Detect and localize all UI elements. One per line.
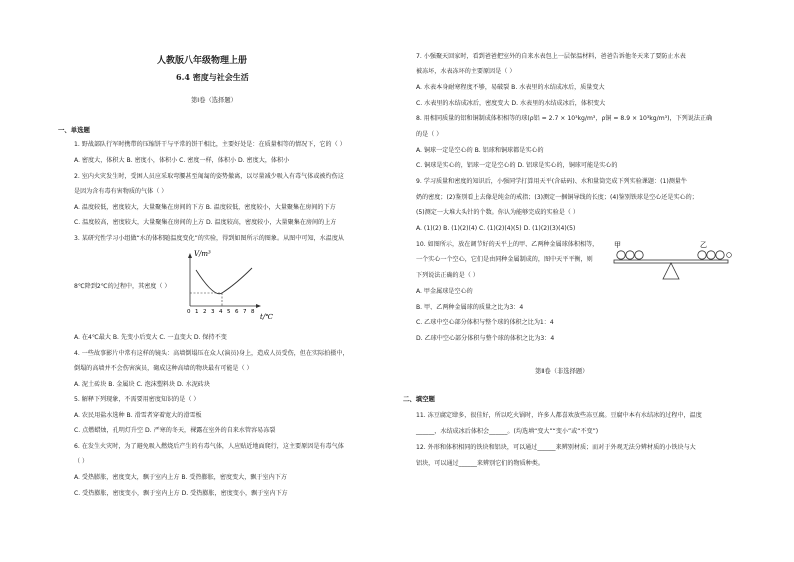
ball-left bbox=[617, 251, 625, 259]
y-axis-arrow bbox=[188, 253, 192, 258]
question-line: 倒塌的高墙并不会伤害演员，砌成这种高墙的物块最有可能是（ ） bbox=[74, 365, 253, 372]
option-line: A. (1)(2) B. (1)(2)(4) C. (1)(2)(4)(5) D. (1)(2)(3)(4)(5) bbox=[416, 225, 576, 232]
tick-label: 4 bbox=[219, 309, 223, 315]
option-line: B. 甲、乙两种金属球的质量之比为3：4 bbox=[416, 304, 524, 311]
volume-curve bbox=[196, 268, 252, 294]
question-line: 2. 室内火灾发生时，受困人员应采取弯腰甚至匍匐的姿势撤离，以尽量减少吸入有毒气体或被灼伤这 bbox=[74, 173, 344, 180]
tick-label: 2 bbox=[203, 309, 207, 315]
ball-right bbox=[727, 253, 732, 258]
tick-label: 3 bbox=[211, 309, 215, 315]
ball-right bbox=[716, 251, 724, 259]
question-line: 10. 如图所示，放在调节好的天平上的甲、乙两种金属球体积相等， bbox=[416, 241, 599, 248]
option-line: C. 水表里的水结成冰后，密度变大 D. 水表里的水结成冰后，体积变大 bbox=[416, 100, 606, 107]
question-line: 8℃降到2℃的过程中，其密度（ ） bbox=[74, 283, 171, 290]
option-line: A. 水表本身耐寒程度不够，易破裂 B. 水表里的水结成冰后，质量变大 bbox=[416, 84, 605, 91]
balance-label-right: 乙 bbox=[700, 241, 707, 249]
part1-heading: 第Ⅰ卷（选择题） bbox=[191, 97, 237, 104]
question-line: 1. 野战部队行军时携带的压缩饼干与平常的饼干相比，主要好处是：在质量相等的情况下，它的（ ） bbox=[74, 141, 346, 148]
option-line: A. 密度大，体积大 B. 密度小，体积小 C. 密度一样，体积小 D. 密度大，体积小 bbox=[74, 157, 290, 164]
option-line: A. 受热膨胀，密度变大，飘于室内上方 B. 受热膨胀，密度变大，飘于室内下方 bbox=[74, 474, 287, 481]
question-line: （ ） bbox=[74, 458, 89, 465]
question-line: 12. 外形和体积相同的铁块和铝块，可以通过______来辨别材质；而对于外观无法分辨材质的小铁块与大 bbox=[416, 444, 696, 451]
balance-fulcrum bbox=[663, 263, 679, 279]
option-line: C. 铜球是实心的，铝球一定是空心的 D. 铝球是实心的，铜球可能是实心的 bbox=[416, 162, 618, 169]
question-line: 一个实心一个空心，它们是由同种金属制成的，图中天平平衡，则 bbox=[416, 256, 593, 263]
question-line: 9. 学习质量和密度的知识后，小强同学打算用天平(含砝码)、水和量筒完成下列实验课题：(1)测量牛 bbox=[416, 178, 687, 185]
x-axis-label: t/℃ bbox=[260, 313, 274, 320]
question-line: 的是（ ） bbox=[416, 131, 443, 138]
option-line: A. 在4℃最大 B. 先变小后变大 C. 一直变大 D. 保持不变 bbox=[74, 334, 227, 341]
ball-left bbox=[626, 251, 634, 259]
section-heading-choice: 一、单选题 bbox=[58, 126, 90, 134]
question-line: 5. 解释下列现象，不需要用密度知识的是（ ） bbox=[74, 396, 200, 403]
question-line: 4. 一些故事影片中常有这样的镜头：高墙倒塌压在众人(演员)身上，造成人员受伤，但在实际拍摄中， bbox=[74, 350, 349, 357]
tick-label: 7 bbox=[243, 309, 247, 315]
question-line: 3. 某研究性学习小组做“水的体积随温度变化”的实验，得到如图所示的图象。从图中可知，水温度从 bbox=[74, 235, 345, 242]
question-line: 铝块，可以通过______来辨别它们的物质种类。 bbox=[416, 460, 544, 467]
balance-diagram bbox=[612, 238, 732, 296]
tick-label: 0 bbox=[187, 309, 191, 315]
option-line: A. 温度较低，密度较大，大量聚集在房间的下方 B. 温度较低，密度较小，大量聚集在房间的下方 bbox=[74, 204, 336, 211]
part2-heading: 第Ⅱ卷（非选择题） bbox=[535, 368, 589, 375]
question-line: 6. 在发生火灾时，为了避免吸入燃烧后产生的有毒气体，人应贴近地面爬行，这主要原因是有毒气体 bbox=[74, 443, 344, 450]
page-title: 人教版八年级物理上册 bbox=[157, 56, 248, 66]
y-axis-label: V/m³ bbox=[194, 250, 211, 258]
ball-right bbox=[707, 251, 715, 259]
tick-label: 6 bbox=[235, 309, 239, 315]
tick-label: 5 bbox=[227, 309, 231, 315]
option-line: A. 铜球一定是空心的 B. 铝球和铜球都是实心的 bbox=[416, 147, 544, 154]
question-line: 8. 用相同质量的铝和铜制成体积相等的球(ρ铝 = 2.7 × 10³kg/m³，ρ铜 = 8.9 × 10³kg/m³)，下列说法正确 bbox=[416, 115, 713, 122]
question-line: 下列说法正确的是（ ） bbox=[416, 272, 479, 279]
question-line: (5)测定一大堆大头针的个数。你认为能够完成的实验是（ ） bbox=[416, 209, 579, 216]
option-line: A. 甲金属球是空心的 bbox=[416, 288, 473, 295]
tick-label: 1 bbox=[195, 309, 199, 315]
option-line: A. 农民用盐水选种 B. 滑雪者穿着宽大的滑雪板 bbox=[74, 412, 202, 419]
question-line: 是因为含有毒有害物质的气体（ ） bbox=[74, 188, 168, 195]
question-line: 被冻坏，水表冻坏的主要原因是（ ） bbox=[416, 68, 516, 75]
question-line: 7. 小强聚天回家时，看到爸爸把室外的自来水表包上一层保温材料，爸爸告诉他冬天来了要防止水表 bbox=[416, 53, 686, 60]
question-line: ______，水结成冰后体积会______。(均选填“变大”“变小”或“不变”) bbox=[416, 428, 599, 435]
tick-label: 8 bbox=[251, 309, 255, 315]
option-line: C. 温度较高，密度较大，大量聚集在房间的上方 D. 温度较高，密度较小，大量聚集在房间的上方 bbox=[74, 219, 337, 226]
option-line: C. 点燃蜡烛，孔明灯升空 D. 严寒的冬天，裸露在室外的自来水管容易冻裂 bbox=[74, 427, 276, 434]
x-axis-arrow bbox=[256, 304, 261, 308]
page-subtitle: 6.4 密度与社会生活 bbox=[176, 72, 249, 82]
ball-left bbox=[635, 251, 643, 259]
question-line: 11. 冻豆腐定肆多，很佳好，所以吃火锅时，许多人都喜欢放些冻豆腐。豆腐中本有水结冰的过程中，温度 bbox=[416, 412, 702, 419]
volume-temperature-graph bbox=[180, 248, 280, 320]
ball-right bbox=[698, 251, 706, 259]
balance-label-left: 甲 bbox=[614, 241, 621, 249]
option-line: C. 受热膨胀，密度变小，飘于室内上方 D. 受热膨胀，密度变小，飘于室内下方 bbox=[74, 490, 288, 497]
option-line: D. 乙球中空心部分体积与整个球的体积之比为3：4 bbox=[416, 335, 555, 342]
question-line: 奶的密度；(2)鉴别看上去像是纯金的戒指；(3)测定一捆铜导线的长度；(4)鉴别铁球是空心还是实心的； bbox=[416, 194, 698, 201]
section-heading-fill: 二、填空题 bbox=[403, 395, 435, 403]
option-line: A. 泥土砖块 B. 金属块 C. 泡沫塑料块 D. 水泥砖块 bbox=[74, 381, 210, 388]
option-line: C. 乙球中空心部分体积与整个球的体积之比为1：4 bbox=[416, 319, 554, 326]
